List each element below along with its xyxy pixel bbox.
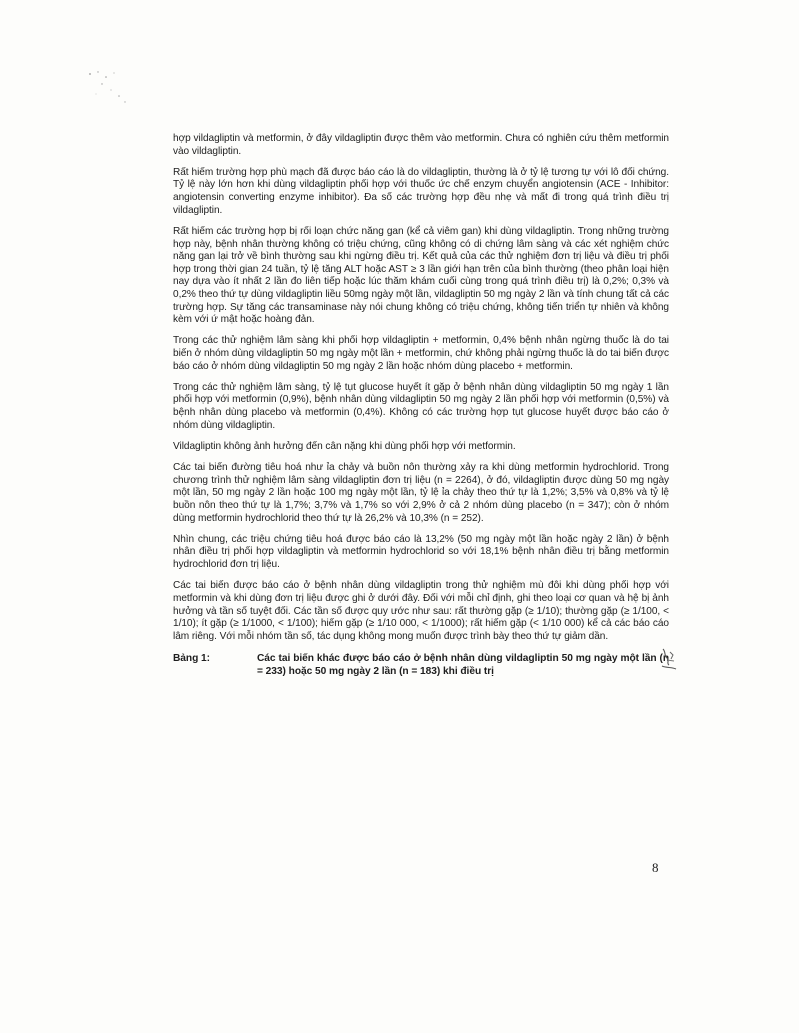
page-number: 8 — [652, 860, 659, 875]
paragraph-gastrointestinal: Các tai biến đường tiêu hoá như ỉa chảy và buồn nôn thường xảy ra khi dùng metformin hydrochlorid. Trong chương trình thử nghiệm lâm sàng vildagliptin đơn trị liệu (n = 2264), ở đó, vildagliptin được dùng 50 mg ngày một lần, 50 mg ngày 2 lần hoặc 100 mg ngày một lần, tỷ lệ ỉa chảy theo thứ tự là 1,2%; 3,5% và 0,8% và tỷ lệ buồn nôn theo thứ tự là 1,7%; 3,7% và 1,7% so với 2,9% ở cả 2 nhóm dùng placebo (n = 347); còn ở nhóm dùng metformin hydrochlorid theo thứ tự là 26,2% và 10,3% (n = 252). — [173, 462, 669, 524]
paragraph-gi-summary: Nhìn chung, các triệu chứng tiêu hoá được báo cáo là 13,2% (50 mg ngày một lần hoặc ngày 2 lần) ở bệnh nhân điều trị phối hợp vildagliptin và metformin hydrochlorid so với 18,1% bệnh nhân điều trị bằng metformin hydrochlorid đơn trị liệu. — [173, 533, 669, 571]
scan-noise-specks — [84, 68, 144, 118]
paragraph-continuation: hợp vildagliptin và metformin, ở đây vildagliptin được thêm vào metformin. Chưa có nghiên cứu thêm metformin vào vildagliptin. — [173, 133, 669, 157]
handwritten-initial-mark — [658, 646, 680, 672]
paragraph-liver-function: Rất hiếm các trường hợp bị rối loạn chức năng gan (kể cả viêm gan) khi dùng vildagliptin. Trong những trường hợp này, bệnh nhân thường không có triệu chứng, cũng không có di chứng lâm sàng và các xét nghiệm chức năng gan lại trở về bình thường sau khi ngừng điều trị. Kết quả của các thử nghiệm đơn trị liệu và điều trị phối hợp trong thời gian 24 tuần, tỷ lệ tăng ALT hoặc AST ≥ 3 lần giới hạn trên của bình thường (theo phân loại hiện nay dựa vào ít nhất 2 lần đo liên tiếp hoặc lúc thăm khám cuối cùng trong quá trình điều trị) là 0,2%; 0,3% và 0,2% theo thứ tự dùng vildagliptin liều 50mg ngày một lần, vildagliptin 50 mg ngày 2 lần và tính chung tất cả các trường hợp. Sự tăng các transaminase này nói chung không có triệu chứng, không tiến triển tự nhiên và không kèm với ứ mật hoặc hoàng đản. — [173, 225, 669, 326]
table-caption-text: Các tai biến khác được báo cáo ở bệnh nhân dùng vildagliptin 50 mg ngày một lần (n = 233) hoặc 50 mg ngày 2 lần (n = 183) khi điều trị — [257, 652, 669, 677]
paragraph-weight: Vildagliptin không ảnh hưởng đến cân nặng khi dùng phối hợp với metformin. — [173, 440, 516, 452]
table-caption-label: Bảng 1: — [173, 652, 211, 664]
paragraph-hypoglycemia: Trong các thử nghiệm lâm sàng, tỷ lệ tụt glucose huyết ít gặp ở bệnh nhân dùng vildagliptin 50 mg ngày 1 lần phối hợp với metformin (0,9%), bệnh nhân dùng vildagliptin 50 mg ngày 2 lần phối hợp với metformin (0,5%) và bệnh nhân dùng placebo và metformin (0,4%). Không có các trường hợp tụt glucose huyết được báo cáo ở nhóm dùng vildagliptin. — [173, 381, 669, 431]
table-caption — [173, 652, 669, 678]
document-body — [173, 133, 669, 678]
paragraph-discontinuation: Trong các thử nghiệm lâm sàng khi phối hợp vildagliptin + metformin, 0,4% bệnh nhân ngừng thuốc là do tai biến ở nhóm dùng vildagliptin 50 mg ngày một lần + metformin, chứ không phải ngừng thuốc là do tai biến được báo cáo ở nhóm dùng vildagliptin 50 mg ngày 2 lần hoặc nhóm dùng placebo + metformin. — [173, 335, 669, 372]
paragraph-frequency-convention: Các tai biến được báo cáo ở bệnh nhân dùng vildagliptin trong thử nghiệm mù đôi khi dùng phối hợp với metformin và khi dùng đơn trị liệu được ghi ở dưới đây. Đối với mỗi chỉ định, ghi theo loại cơ quan và hệ bị ảnh hưởng và tần số tuyệt đối. Các tần số được quy ước như sau: rất thường gặp (≥ 1/10); thường gặp (≥ 1/100, < 1/10); ít gặp (≥ 1/1000, < 1/100); hiếm gặp (≥ 1/10 000, < 1/1000); rất hiếm gặp (< 1/10 000) kể cả các báo cáo lâm riêng. Với mỗi nhóm tần số, tác dụng không mong muốn được trình bày theo thứ tự giảm dần. — [173, 580, 669, 642]
paragraph-angioedema: Rất hiếm trường hợp phù mạch đã được báo cáo là do vildagliptin, thường là ở tỷ lệ tương tự với lô đối chứng. Tỷ lệ này lớn hơn khi dùng vildagliptin phối hợp với thuốc ức chế enzym chuyển angiotensin (ACE - Inhibitor: angiotensin converting enzyme inhibitor). Đa số các trường hợp đều nhẹ và mất đi trong quá trình điều trị vildagliptin. — [173, 166, 669, 216]
